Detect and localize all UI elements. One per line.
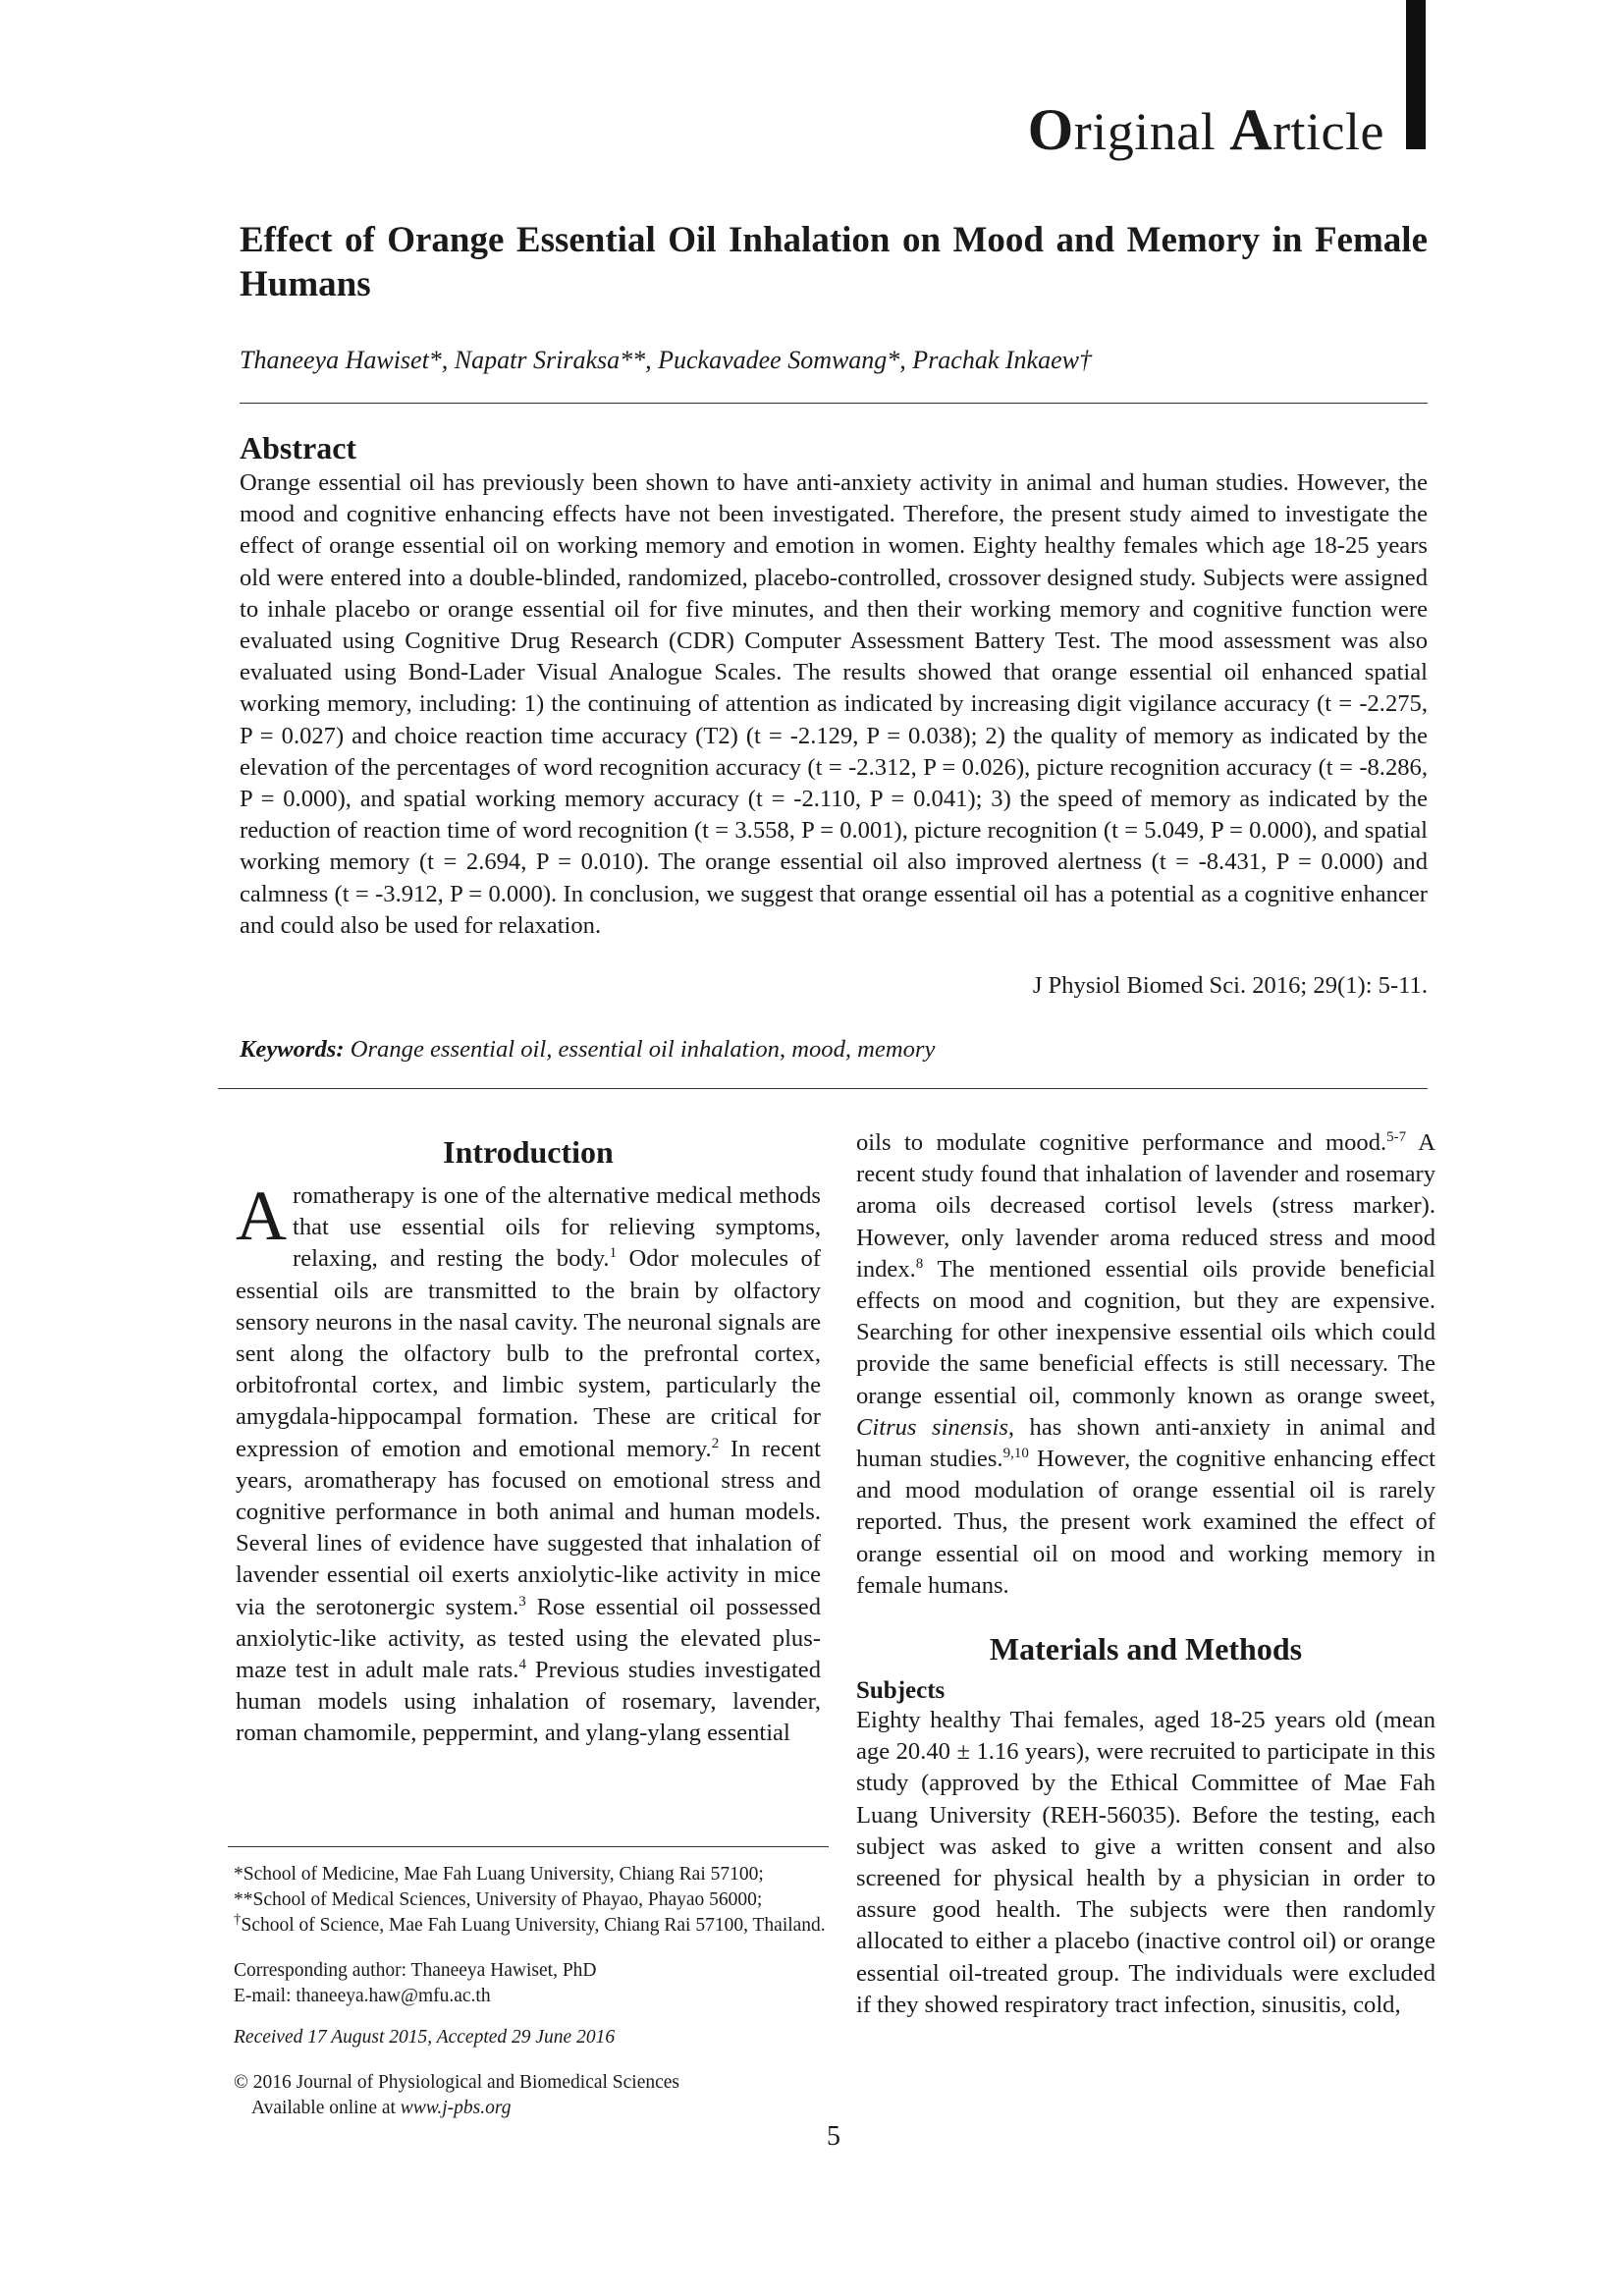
paper-title: Effect of Orange Essential Oil Inhalation on Mood and Memory in Female Humans xyxy=(240,220,1428,304)
drop-cap: A xyxy=(236,1176,287,1255)
received-dates: Received 17 August 2015, Accepted 29 June 2016 xyxy=(234,2027,616,2048)
keywords-text: Orange essential oil, essential oil inhalation, mood, memory xyxy=(344,1036,936,1063)
subjects-subheading: Subjects xyxy=(856,1677,946,1705)
footnote-divider xyxy=(228,1846,829,1847)
author-email: E-mail: thaneeya.haw@mfu.ac.th xyxy=(234,1986,491,2006)
keywords-label: Keywords: xyxy=(240,1036,345,1063)
introduction-text: Aromatherapy is one of the alternative medical methods that use essential oils for relieving symptoms, relaxing, and resting the body.$^1$ Odor molecules of essential oils are transmitted to the brain by olfactory sensory neurons in the nasal cavity. The neuronal signals are sent along the olfactory bulb to the prefrontal cortex, orbitofrontal cortex, and limbic system, particularly the amygdala-hippocampal formation. These are critical for expression of emotion and emotional memory.$^2$ In recent years, aromatherapy has focused on emotional stress and cognitive performance in both animal and human models. Several lines of evidence have suggested that inhalation of lavender essential oil exerts anxiolytic-like activity in mice via the serotonergic system.$^3$ Rose essential oil possessed anxiolytic-like activity, as tested using the elevated plus-maze test in adult male rats.$^4$ Previous studies investigated human models using inhalation of rosemary, lavender, roman chamomile, peppermint, and ylang-ylang essential xyxy=(236,1176,822,1747)
right-column xyxy=(856,1127,1435,2021)
journal-citation: J Physiol Biomed Sci. 2016; 29(1): 5-11. xyxy=(1032,972,1428,999)
header-bar xyxy=(1406,0,1426,149)
abstract-heading: Abstract xyxy=(240,430,357,465)
affiliation-3: †School of Science, Mae Fah Luang University, Chiang Rai 57100, Thailand. xyxy=(234,1911,826,1936)
article-type-label: Original Article xyxy=(1027,97,1384,162)
author-list: Thaneeya Hawiset*, Napatr Sriraksa**, Puckavadee Somwang*, Prachak Inkaew† xyxy=(240,346,1092,374)
footnotes xyxy=(234,1862,829,2121)
online-availability: Available online at www.j-pbs.org xyxy=(251,2098,512,2118)
subjects-text: Eighty healthy Thai females, aged 18-25 years old (mean age 20.40 ± 1.16 years), were recruited to participate in this study (approved by the Ethical Committee of Mae Fah Luang University (REH-56035). Before the testing, each subject was asked to give a written consent and also screened for physical health by a physician in order to assure good health. The subjects were then randomly allocated to either a placebo (inactive control oil) or orange essential oil-treated group. The individuals were excluded if they showed respiratory tract infection, sinusitis, cold, xyxy=(856,1707,1435,2018)
introduction-heading: Introduction xyxy=(443,1134,614,1170)
page-number: 5 xyxy=(827,2121,840,2152)
journal-url: www.j-pbs.org xyxy=(400,2098,512,2118)
keywords xyxy=(240,1036,1428,1064)
methods-heading: Materials and Methods xyxy=(989,1631,1303,1667)
abstract-text: Orange essential oil has previously been shown to have anti-anxiety activity in animal and human studies. However, the mood and cognitive enhancing effects have not been investigated. Therefore, the present study aimed to investigate the effect of orange essential oil on working memory and emotion in women. Eighty healthy females which age 18-25 years old were entered into a double-blinded, randomized, placebo-controlled, crossover designed study. Subjects were assigned to inhale placebo or orange essential oil for five minutes, and then their working memory and cognitive function were evaluated using Cognitive Drug Research (CDR) Computer Assessment Battery Test. The mood assessment was also evaluated using Bond-Lader Visual Analogue Scales. The results showed that orange essential oil enhanced spatial working memory, including: 1) the continuing of attention as indicated by increasing digit vigilance accuracy (t = -2.275, P = 0.027) and choice reaction time accuracy (T2) (t = -2.129, P = 0.038); 2) the quality of memory as indicated by the elevation of the percentages of word recognition accuracy (t = -2.312, P = 0.026), picture recognition accuracy (t = -8.286, P = 0.000), and spatial working memory accuracy (t = -2.110, P = 0.041); 3) the speed of memory as indicated by the reduction of reaction time of word recognition (t = 3.558, P = 0.001), picture recognition (t = 5.049, P = 0.000), and spatial working memory (t = 2.694, P = 0.010). The orange essential oil also improved alertness (t = -8.431, P = 0.000) and calmness (t = -3.912, P = 0.000). In conclusion, we suggest that orange essential oil has a potential as a cognitive enhancer and could also be used for relaxation. xyxy=(240,469,1428,939)
copyright: © 2016 Journal of Physiological and Biomedical Sciences xyxy=(234,2072,680,2093)
left-column xyxy=(236,1134,821,1750)
affiliation-2: **School of Medical Sciences, University of Phayao, Phayao 56000; xyxy=(234,1889,763,1910)
corresponding-author: Corresponding author: Thaneeya Hawiset, PhD xyxy=(234,1960,597,1981)
title-divider xyxy=(240,403,1428,404)
keywords-divider xyxy=(218,1088,1428,1089)
affiliation-1: *School of Medicine, Mae Fah Luang University, Chiang Rai 57100; xyxy=(234,1864,764,1885)
introduction-continued: oils to modulate cognitive performance and mood.$^{5-7}$ A recent study found that inhalation of lavender and rosemary aroma oils decreased cortisol levels (stress marker). However, only lavender aroma reduced stress and mood index.$^8$ The mentioned essential oils provide beneficial effects on mood and cognition, but they are expensive. Searching for other inexpensive essential oils which could provide the same beneficial effects is still necessary. The orange essential oil, commonly known as orange sweet, Citrus sinensis, has shown anti-anxiety in animal and human studies.$^{9,10}$ However, the cognitive enhancing effect and mood modulation of orange essential oil is rarely reported. Thus, the present work examined the effect of orange essential oil on mood and working memory in female humans. xyxy=(856,1128,1435,1599)
